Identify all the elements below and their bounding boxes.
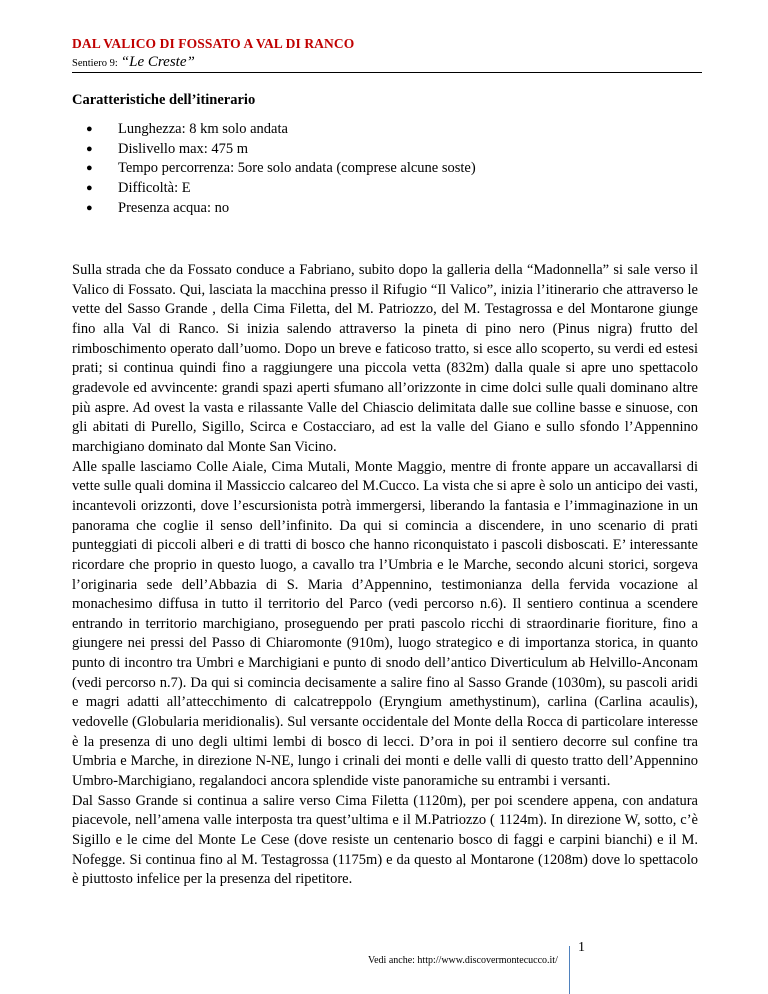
bullet-icon: ● [86,123,93,135]
page-number: 1 [578,940,585,955]
document-header [72,36,702,71]
header-divider [72,72,702,73]
list-item [72,159,476,179]
paragraph: Sulla strada che da Fossato conduce a Fabriano, subito dopo la galleria della “Madonnella” si sale verso il Valico di Fossato. Qui, lasciata la macchina presso il Rifugio “Il Valico”, inizia l’itinerario che attraverso le vette del Sasso Grande , della Cima Filetta, del M. Patriozzo, del M. Testagrossa e del Montarone giunge fino alla Val di Ranco. Si inizia salendo attraverso la pineta di pino nero (Pinus nigra) frutto del rimboschimento operato dall’uomo. Dopo un breve e faticoso tratto, si esce allo scoperto, su verdi ed estesi prati; si continua quindi fino a raggiungere una piccola vetta (832m) dalla quale si apre uno spettacolo gradevole ed avvincente: grandi spazi aperti sfumano all’orizzonte in cime dolci sulle quali dominano altre più aspre. Ad ovest la vasta e rilassante Valle del Chiascio delimitata dalle sue colline basse e sinuose, con gli abitati di Purello, Sigillo, Scirca e Costacciaro, ad est la valle del Giano e sullo sfondo l’Appennino marchigiano dominato dal Monte San Vicino. [72,262,698,455]
paragraph: Alle spalle lasciamo Colle Aiale, Cima Mutali, Monte Maggio, mentre di fronte appare un accavallarsi di vette sulle quali domina il Massiccio calcareo del M.Cucco. La vista che si apre è solo un anticipo dei vasti, incantevoli orizzonti, dove l’escursionista potrà immergersi, liberando la fantasia e l’immaginazione in un panorama che coglie il senso dell’infinito. Da qui si comincia a discendere, in uno scenario di prati punteggiati di piccoli alberi e di tratti di bosco che hanno riconquistato i pascoli disboscati. E’ interessante ricordare che proprio in questo luogo, a cavallo tra l’Umbria e le Marche, secondo alcuni storici, sorgeva l’originaria sede dell’Abbazia di S. Maria d’Appennino, testimonianza della fervida vocazione al monachesimo diffusa in tutto il territorio del Parco (vedi percorso n.6). Il sentiero continua a scendere entrando in territorio marchigiano, proseguendo per prati pascolo ricchi di straordinarie fioriture, fino a giungere nei pressi del Passo di Chiaromonte (910m), luogo strategico e di importanza storica, in quanto punto di incontro tra Umbri e Marchigiani e punto di snodo dell’antico Diverticulum ab Helvillo-Anconam (vedi percorso n.7). Da qui si comincia decisamente a salire fino al Sasso Grande (1030m), su pascoli aridi e magri adatti all’attecchimento di calcatreppolo (Eryngium amethystinum), carlina (Carlina acaulis), vedovelle (Globularia meridionalis). Sul versante occidentale del Monte della Rocca di particolare interesse è la presenza di uno degli ultimi lembi di bosco di lecci. D’ora in poi il sentiero decorre sul confine tra Umbria e Marche, in direzione N-NE, lungo i crinali dei monti e delle valli di questo tratto dell’Appennino Umbro-Marchigiano, regalandoci ancora splendide viste panoramiche su entrambi i versanti. [72,458,698,790]
section-heading: Caratteristiche dell’itinerario [72,92,256,108]
feature-elevation: Dislivello max: 475 m [118,140,249,157]
feature-water: Presenza acqua: no [118,199,230,216]
bullet-icon: ● [86,162,93,175]
bullet-icon: ● [86,201,93,214]
feature-difficulty: Difficoltà: E [118,180,191,197]
feature-length: Lunghezza: 8 km solo andata [118,121,288,137]
paragraph: Dal Sasso Grande si continua a salire verso Cima Filetta (1120m), per poi scendere appena, con andatura piacevole, nell’amena valle interposta tra quest’ultima e il M.Patriozzo ( 1124m). In direzione W, sotto, c’è Sigillo e le cime del Monte Le Cese (dove resiste un centenario bosco di faggi e carpini bianchi) e il M. Nofegge. Si continua fino al M. Testagrossa (1175m) e da questo al Montarone (1208m) dove lo spettacolo è piuttosto infelice per la presenza del ripetitore. [72,792,698,888]
list-item [72,179,476,199]
list-item [72,120,476,140]
bullet-icon: ● [86,182,93,195]
footer-link-text: Vedi anche: http://www.discovermontecucco.it/ [368,955,558,966]
itinerary-description [72,261,698,890]
trail-number-label: Sentiero 9: [72,58,118,69]
features-list [72,120,476,219]
document-title: DAL VALICO DI FOSSATO A VAL DI RANCO [72,36,355,51]
list-item [72,199,476,219]
list-item [72,140,476,160]
bullet-icon: ● [86,142,93,155]
feature-time: Tempo percorrenza: 5ore solo andata (comprese alcune soste) [118,160,476,177]
footer-divider [569,946,570,994]
trail-name: “Le Creste” [120,54,195,70]
trail-subtitle [72,53,702,71]
